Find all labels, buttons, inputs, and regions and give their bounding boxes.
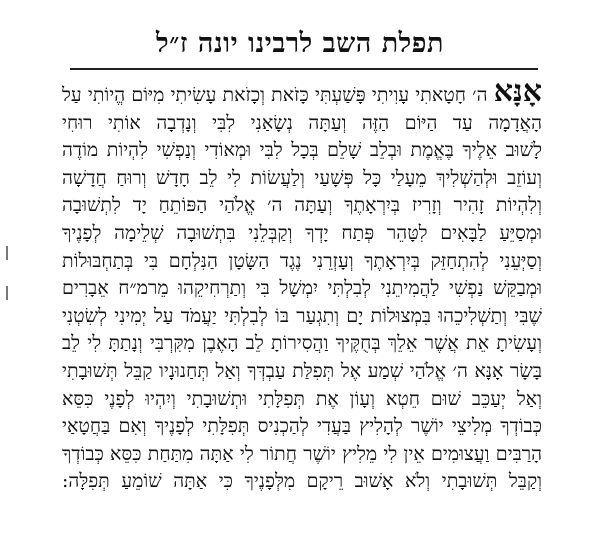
opening-word: אָנָּא	[493, 74, 542, 109]
prayer-line: שֶׁבִּי וְתַשְׁלִיכֵהוּ בִּמְצוּלוֹת יָם וְתִגְעַר בּוֹ לְבִלְתִּי יַעֲמֹד עַל יְמִינִי לְשִׂטְנִי	[62, 304, 542, 327]
prayer-line: הָאֲדָמָה עַד הַיּוֹם הַזֶּה וְעַתָּה נְשָׂאַנִי לִבִּי וְנָדְבָה אוֹתִי רוּחִי	[62, 111, 542, 134]
prayer-line: כְּבוֹדְךָ מְלִיצֵי יוֹשֶׁר לְהָלִיץ בַּעֲדִי לְהַכְנִיס תְּפִלָּתִי לְפָנֶיךָ וְאִם בַּחֲטָאַי	[62, 415, 542, 438]
margin-mark	[6, 246, 8, 260]
prayer-line: וְעוֹזֵב וּלְהַשְׁלִיךְ מֵעָלַי כָּל פְּשָׁעַי וְלַעֲשׂוֹת לִי לֵב חָדָשׁ וְרוּחַ חֲדָשָׁה	[62, 166, 542, 189]
prayer-line: וּמְסַיֵּעַ לַבָּאִים לִטָּהֵר פְּתַח יָדְךָ וְקַבְּלֵנִי בִּתְשׁוּבָה שְׁלֵימָה לְפָנֶיךָ	[62, 221, 542, 244]
prayer-line: וְאַל יְעַכֵּב שׁוּם חֵטְא וְעָוֹן אֶת תְּפִלָּתִי וּתְשׁוּבָתִי וְיִהְיוּ לְפָנֶי כִּסֵּא	[62, 387, 542, 410]
prayer-line: הָרַבִּים וַעֲצוּמִים אֵין לִי מֵלִיץ יוֹשֶׁר חֲתוֹר לִי אַתָּה מִתַּחַת כִּסֵּא כְּבוֹדְךָ	[62, 442, 542, 465]
prayer-line: לָשׁוּב אֵלֶיךָ בֶּאֱמֶת וּבְלֵב שָׁלֵם בְּכָל לִבִּי וּמְאוֹדִי וְנַפְשִׁי לִהְיוֹת מוֹדֶה	[62, 139, 542, 162]
prayer-line: בָּשָׂר אָנָּא ה׳ אֱלֹהַי שְׁמַע אֶל תְּפִלַּת עַבְדְּךָ וְאַל תְּחַנוּנָיו קַבֵּל תְּשׁוּבָתִי	[62, 359, 542, 382]
prayer-line: וְלִהְיוֹת זָהִיר וְזָרִיז בְּיִרְאָתֶךָ וְעַתָּה ה׳ אֱלֹהַי הַפּוֹתֵחַ יָד לִתְשׁוּבָה	[62, 194, 542, 217]
prayer-line-text: ה׳ חָטָאתִי עָוִיתִי פָּשַׁעְתִּי כָּזֹאת וְכָזֹאת עָשִׂיתִי מִיּוֹם הֱיוֹתִי עַל	[62, 84, 488, 106]
prayer-line: וְקַבֵּל תְּשׁוּבָתִי וְלֹא אָשׁוּב רֵיקָם מִלְּפָנֶיךָ כִּי אַתָּה שׁוֹמֵעַ תְּפִלָּה:	[62, 470, 542, 493]
prayer-text	[62, 74, 542, 496]
prayer-line: וְסַיְּעֵנִי לְהִתְחַזֵּק בְּיִרְאָתֶךָ וְעָזְרֵנִי נֶגֶד הַשָּׂטָן הַנִּלְחָם בִּי בְּתַחְבּוּלוֹת	[62, 249, 542, 272]
page-title: תפלת השב לרבינו יונה ז״ל	[156, 28, 444, 59]
prayer-line: וְעָשִׂיתָ אֵת אֲשֶׁר אֵלֵךְ בְּחֻקֶּיךָ וַהֲסִירוֹתָ לֵב הָאֶבֶן מִקִּרְבִּי וְנָתַתָּ לִי לֵב	[62, 332, 542, 355]
prayer-line: וּמְבַקֵּשׁ נַפְשִׁי לַהֲמִיתֵנִי לְבִלְתִּי יִמְשָׁל בִּי וְתַרְחִיקֵהוּ מֵרמ״ח אֵבָרִים	[62, 277, 542, 300]
margin-mark	[6, 286, 8, 300]
title-divider	[70, 68, 538, 70]
prayer-line	[62, 74, 542, 110]
